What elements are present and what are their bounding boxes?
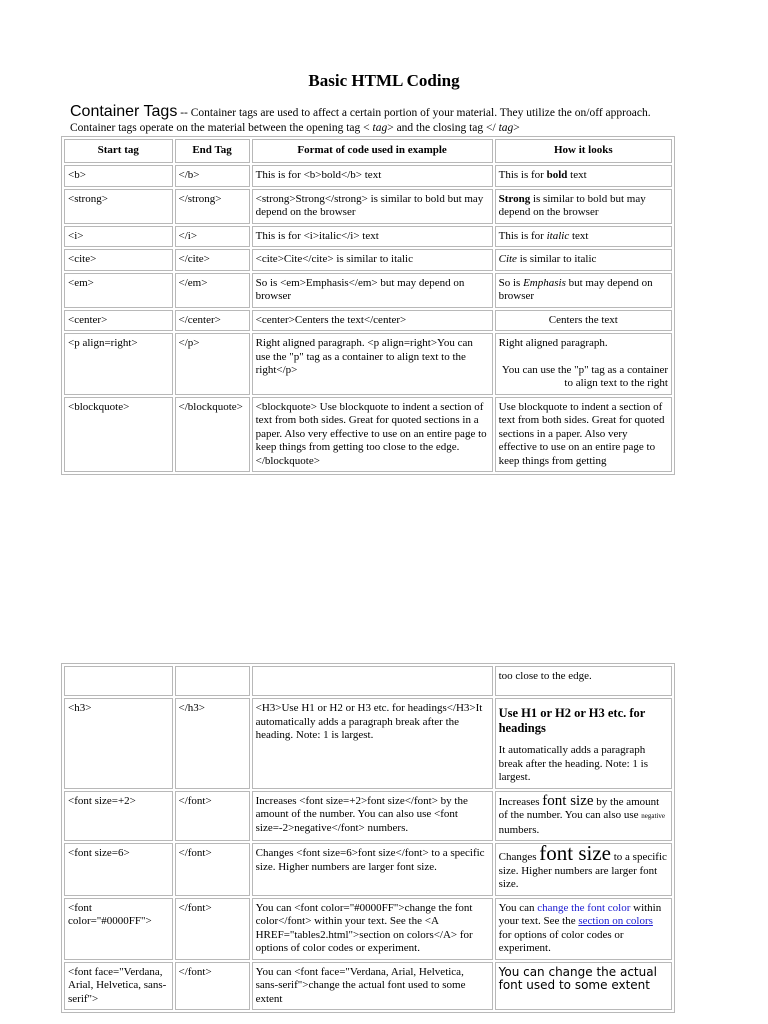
look-cell bbox=[495, 189, 672, 224]
tags-table-page-2 bbox=[61, 663, 675, 1013]
start-tag-cell: <b> bbox=[64, 165, 173, 187]
start-tag-cell: <p align=right> bbox=[64, 333, 173, 395]
look-text: to a specific size. Higher numbers are larger font size. bbox=[498, 851, 667, 890]
end-tag-cell: </h3> bbox=[175, 698, 250, 789]
code-cell: This is for <b>bold</b> text bbox=[252, 165, 493, 187]
look-text: but may depend on browser bbox=[498, 276, 653, 302]
look-text: text bbox=[567, 169, 587, 181]
look-emphasis: Emphasis bbox=[523, 276, 566, 289]
end-tag-cell: </center> bbox=[175, 310, 250, 332]
table-row bbox=[64, 310, 672, 332]
table-row bbox=[64, 962, 672, 1011]
code-cell: So is <em>Emphasis</em> but may depend on browser bbox=[252, 273, 493, 308]
look-text: by the amount of the number. You can also use bbox=[498, 795, 660, 821]
look-text: within your text. See the bbox=[498, 901, 662, 927]
code-cell: <center>Centers the text</center> bbox=[252, 310, 493, 332]
look-text: numbers. bbox=[498, 823, 540, 836]
look-cell bbox=[495, 843, 672, 896]
look-heading: Use H1 or H2 or H3 etc. for headings bbox=[498, 706, 646, 735]
look-font-large: font size bbox=[542, 792, 594, 809]
header-format: Format of code used in example bbox=[252, 139, 493, 163]
look-text: Right aligned paragraph. bbox=[498, 337, 608, 349]
start-tag-cell: <strong> bbox=[64, 189, 173, 224]
look-right-aligned: You can use the "p" tag as a container to align text to the right bbox=[501, 363, 668, 389]
start-tag-cell: <em> bbox=[64, 273, 173, 308]
look-cell bbox=[495, 226, 672, 248]
code-cell: <strong>Strong</strong> is similar to bold but may depend on the browser bbox=[252, 189, 493, 224]
look-text: This is for bbox=[498, 169, 547, 181]
intro-line-2a: Container tags operate on the material between the opening tag < bbox=[70, 122, 373, 134]
look-cell bbox=[495, 273, 672, 308]
table-row bbox=[64, 666, 672, 696]
start-tag-cell: <font face="Verdana, Arial, Helvetica, sans-serif"> bbox=[64, 962, 173, 1011]
look-text: It automatically adds a paragraph break after the heading. Note: 1 is largest. bbox=[498, 744, 648, 783]
table-row bbox=[64, 698, 672, 789]
code-cell: <blockquote> Use blockquote to indent a section of text from both sides. Great for quoted sections in a paper. Also very effective to use on an entire page to keep things from getting too close to the edge.</blockquote> bbox=[252, 397, 493, 473]
end-tag-cell: </p> bbox=[175, 333, 250, 395]
start-tag-cell: <font size=+2> bbox=[64, 791, 173, 842]
look-text: Changes bbox=[498, 851, 540, 863]
table-row bbox=[64, 397, 672, 473]
start-tag-cell: <blockquote> bbox=[64, 397, 173, 473]
look-cell bbox=[495, 165, 672, 187]
look-text: is similar to italic bbox=[516, 253, 597, 265]
end-tag-cell: </i> bbox=[175, 226, 250, 248]
code-cell: Changes <font size=6>font size</font> to a specific size. Higher numbers are larger font size. bbox=[252, 843, 493, 896]
look-cell bbox=[495, 791, 672, 842]
look-cell bbox=[495, 898, 672, 960]
code-cell: Right aligned paragraph. <p align=right>You can use the "p" tag as a container to align text to the right</p> bbox=[252, 333, 493, 395]
look-text: text bbox=[569, 229, 589, 242]
intro-line-2b: > and the closing tag </ bbox=[387, 122, 499, 134]
end-tag-cell: </cite> bbox=[175, 249, 250, 271]
look-font-size-6: font size bbox=[539, 841, 611, 865]
look-cell: Centers the text bbox=[495, 310, 672, 332]
end-tag-cell: </font> bbox=[175, 791, 250, 842]
look-text: This is for bbox=[498, 229, 547, 242]
look-italic: italic bbox=[546, 229, 570, 242]
intro-paragraph bbox=[70, 104, 710, 136]
header-how-it-looks: How it looks bbox=[495, 139, 672, 163]
table-row bbox=[64, 165, 672, 187]
tags-table-page-1 bbox=[61, 136, 675, 475]
code-cell: <cite>Cite</cite> is similar to italic bbox=[252, 249, 493, 271]
header-end-tag: End Tag bbox=[175, 139, 250, 163]
look-cell: too close to the edge. bbox=[495, 666, 672, 696]
look-strong: Strong bbox=[498, 192, 531, 205]
look-cell bbox=[495, 333, 672, 395]
start-tag-cell: <i> bbox=[64, 226, 173, 248]
end-tag-cell: </em> bbox=[175, 273, 250, 308]
page-title: Basic HTML Coding bbox=[308, 71, 460, 90]
start-tag-cell: <font size=6> bbox=[64, 843, 173, 896]
section-heading: Container Tags bbox=[70, 103, 178, 120]
end-tag-cell: </blockquote> bbox=[175, 397, 250, 473]
intro-line-1: -- Container tags are used to affect a certain portion of your material. They utilize the on/off approach. bbox=[177, 107, 651, 119]
table-row bbox=[64, 843, 672, 896]
look-text: for options of color codes or experiment. bbox=[498, 928, 624, 954]
intro-line-2c: > bbox=[513, 122, 520, 134]
code-cell: Increases <font size=+2>font size</font> by the amount of the number. You can also use <font size=-2>negative</font> numbers. bbox=[252, 791, 493, 842]
look-text: So is bbox=[498, 276, 524, 289]
header-start-tag: Start tag bbox=[64, 139, 173, 163]
start-tag-cell: <cite> bbox=[64, 249, 173, 271]
table-header-row bbox=[64, 139, 672, 163]
start-tag-cell: <h3> bbox=[64, 698, 173, 789]
start-tag-cell: <center> bbox=[64, 310, 173, 332]
end-tag-cell: </font> bbox=[175, 843, 250, 896]
look-cell: Use blockquote to indent a section of text from both sides. Great for quoted sections in a paper. Also very effective to use on an entire page to keep things from getting bbox=[495, 397, 672, 473]
section-on-colors-link[interactable]: section on colors bbox=[578, 915, 653, 927]
look-font-small: negative bbox=[641, 812, 666, 820]
table-row bbox=[64, 249, 672, 271]
end-tag-cell: </font> bbox=[175, 962, 250, 1011]
look-text: Increases bbox=[498, 795, 543, 808]
look-bold: bold bbox=[546, 169, 568, 181]
code-cell: <H3>Use H1 or H2 or H3 etc. for headings</H3>It automatically adds a paragraph break after the heading. Note: 1 is largest. bbox=[252, 698, 493, 789]
look-cell bbox=[495, 249, 672, 271]
table-row bbox=[64, 898, 672, 960]
table-row bbox=[64, 333, 672, 395]
start-tag-cell: <font color="#0000FF"> bbox=[64, 898, 173, 960]
look-text: is similar to bold but may depend on the browser bbox=[498, 192, 646, 218]
code-cell: You can <font color="#0000FF">change the font color</font> within your text. See the <A HREF="tables2.html">section on colors</A> for options of color codes or experiment. bbox=[252, 898, 493, 960]
look-cite: Cite bbox=[498, 253, 517, 265]
table-row bbox=[64, 273, 672, 308]
intro-tag-2: tag bbox=[498, 122, 514, 134]
table-row bbox=[64, 189, 672, 224]
intro-tag-1: tag bbox=[372, 122, 388, 134]
table-row bbox=[64, 226, 672, 248]
start-tag-cell bbox=[64, 666, 173, 696]
end-tag-cell bbox=[175, 666, 250, 696]
end-tag-cell: </b> bbox=[175, 165, 250, 187]
code-cell: This is for <i>italic</i> text bbox=[252, 226, 493, 248]
look-cell: You can change the actual font used to some extent bbox=[495, 962, 672, 1011]
end-tag-cell: </strong> bbox=[175, 189, 250, 224]
table-row bbox=[64, 791, 672, 842]
code-cell bbox=[252, 666, 493, 696]
look-blue-text: change the font color bbox=[537, 901, 631, 914]
end-tag-cell: </font> bbox=[175, 898, 250, 960]
look-cell bbox=[495, 698, 672, 789]
code-cell: You can <font face="Verdana, Arial, Helvetica, sans-serif">change the actual font used to some extent bbox=[252, 962, 493, 1011]
look-text: You can bbox=[498, 901, 538, 914]
